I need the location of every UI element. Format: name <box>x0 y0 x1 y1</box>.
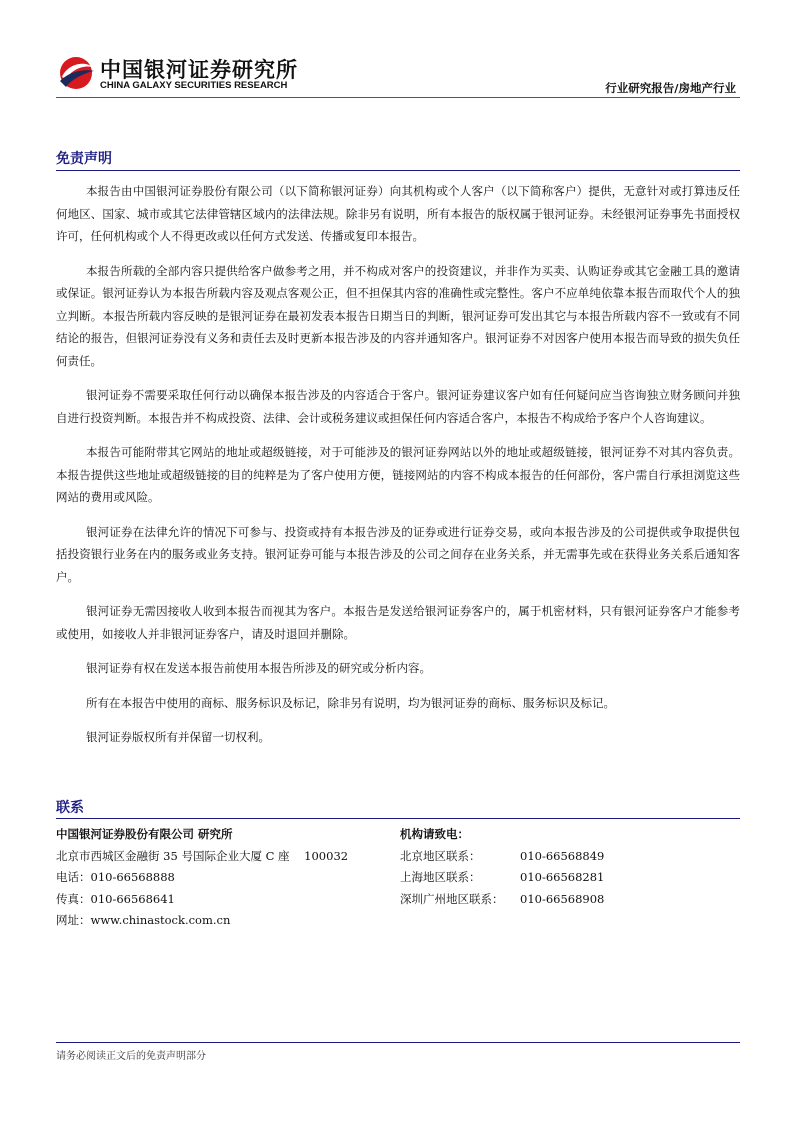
disclaimer-paragraph: 银河证券版权所有并保留一切权利。 <box>86 730 270 744</box>
header-divider <box>56 97 740 98</box>
org-name-cn: 中国银河证券研究所 <box>100 58 298 82</box>
contact-number: 010-66568849 <box>520 848 605 863</box>
disclaimer-paragraph: 本报告由中国银河证券股份有限公司（以下简称银河证券）向其机构或个人客户（以下简称客户）提供，无意针对或打算违反任何地区、国家、城市或其它法律管辖区域内的法律法规。除非另有说明，所有本报告的版权属于银河证券。未经银河证券事先书面授权许可，任何机构或个人不得更改或以任何方式发送、传播或复印本报告。 <box>56 184 740 243</box>
disclaimer-paragraph: 本报告可能附带其它网站的地址或超级链接，对于可能涉及的银河证券网站以外的地址或超级链接，银河证券不对其内容负责。本报告提供这些地址或超级链接的目的纯粹是为了客户使用方便，链接网站的内容不构成本报告的任何部份，客户需自行承担浏览这些网站的费用或风险。 <box>56 445 740 504</box>
disclaimer-paragraph: 银河证券不需要采取任何行动以确保本报告涉及的内容适合于客户。银河证券建议客户如有任何疑问应当咨询独立财务顾问并独自进行投资判断。本报告并不构成投资、法律、会计或税务建议或担保任何内容适合客户，本报告不构成给予客户个人咨询建议。 <box>56 388 740 425</box>
company-address: 北京市西城区金融街 35 号国际企业大厦 C 座 100032 <box>56 848 349 863</box>
company-fax: 传真：010-66568641 <box>56 891 175 906</box>
disclaimer-paragraph: 银河证券无需因接收人收到本报告而视其为客户。本报告是发送给银河证券客户的，属于机密材料，只有银河证券客户才能参考或使用，如接收人并非银河证券客户，请及时退回并删除。 <box>56 604 740 641</box>
report-type-label: 行业研究报告/房地产行业 <box>605 81 736 95</box>
disclaimer-paragraph: 银河证券有权在发送本报告前使用本报告所涉及的研究或分析内容。 <box>86 661 431 675</box>
disclaimer-title: 免责声明 <box>56 151 112 167</box>
footer-note: 请务必阅读正文后的免责声明部分 <box>56 1051 206 1062</box>
contact-right <box>400 824 740 910</box>
contact-left <box>56 824 386 932</box>
contact-label: 上海地区联系： <box>400 870 481 884</box>
company-phone: 电话：010-66568888 <box>56 870 175 884</box>
org-name-en: CHINA GALAXY SECURITIES RESEARCH <box>100 80 288 91</box>
contact-number: 010-66568281 <box>520 870 605 884</box>
contact-row-shanghai <box>400 867 740 889</box>
disclaimer-paragraph: 所有在本报告中使用的商标、服务标识及标记，除非另有说明，均为银河证券的商标、服务标识及标记。 <box>86 695 615 710</box>
disclaimer-divider <box>56 170 740 171</box>
company-logo-icon <box>56 55 96 91</box>
contact-divider <box>56 818 740 819</box>
disclaimer-paragraph: 银河证券在法律允许的情况下可参与、投资或持有本报告涉及的证券或进行证券交易，或向本报告涉及的公司提供或争取提供包括投资银行业务在内的服务或业务支持。银河证券可能与本报告涉及的公司之间存在业务关系，并无需事先或在获得业务关系后通知客户。 <box>56 524 740 584</box>
contact-number: 010-66568908 <box>520 891 605 906</box>
company-website[interactable]: 网址：www.chinastock.com.cn <box>56 913 231 927</box>
contact-label: 北京地区联系： <box>400 848 481 863</box>
disclaimer-body <box>56 180 740 761</box>
contact-row-beijing <box>400 846 740 868</box>
institution-heading: 机构请致电： <box>400 827 469 841</box>
contact-label: 深圳广州地区联系： <box>400 891 504 906</box>
disclaimer-paragraph: 本报告所载的全部内容只提供给客户做参考之用，并不构成对客户的投资建议，并非作为买卖、认购证券或其它金融工具的邀请或保证。银河证券认为本报告所载内容及观点客观公正，但不担保其内容的准确性或完整性。客户不应单纯依靠本报告而取代个人的独立判断。本报告所载内容反映的是银河证券在最初发表本报告日期当日的判断，银河证券可发出其它与本报告所载内容不一致或有不同结论的报告，但银河证券没有义务和责任去及时更新本报告涉及的内容并通知客户。银河证券不对因客户使用本报告而导致的损失负任何责任。 <box>56 263 740 368</box>
footer-divider <box>56 1042 740 1043</box>
contact-title: 联系 <box>56 800 84 816</box>
company-name: 中国银河证券股份有限公司 研究所 <box>56 827 233 841</box>
contact-row-shenzhen-guangzhou <box>400 889 740 911</box>
